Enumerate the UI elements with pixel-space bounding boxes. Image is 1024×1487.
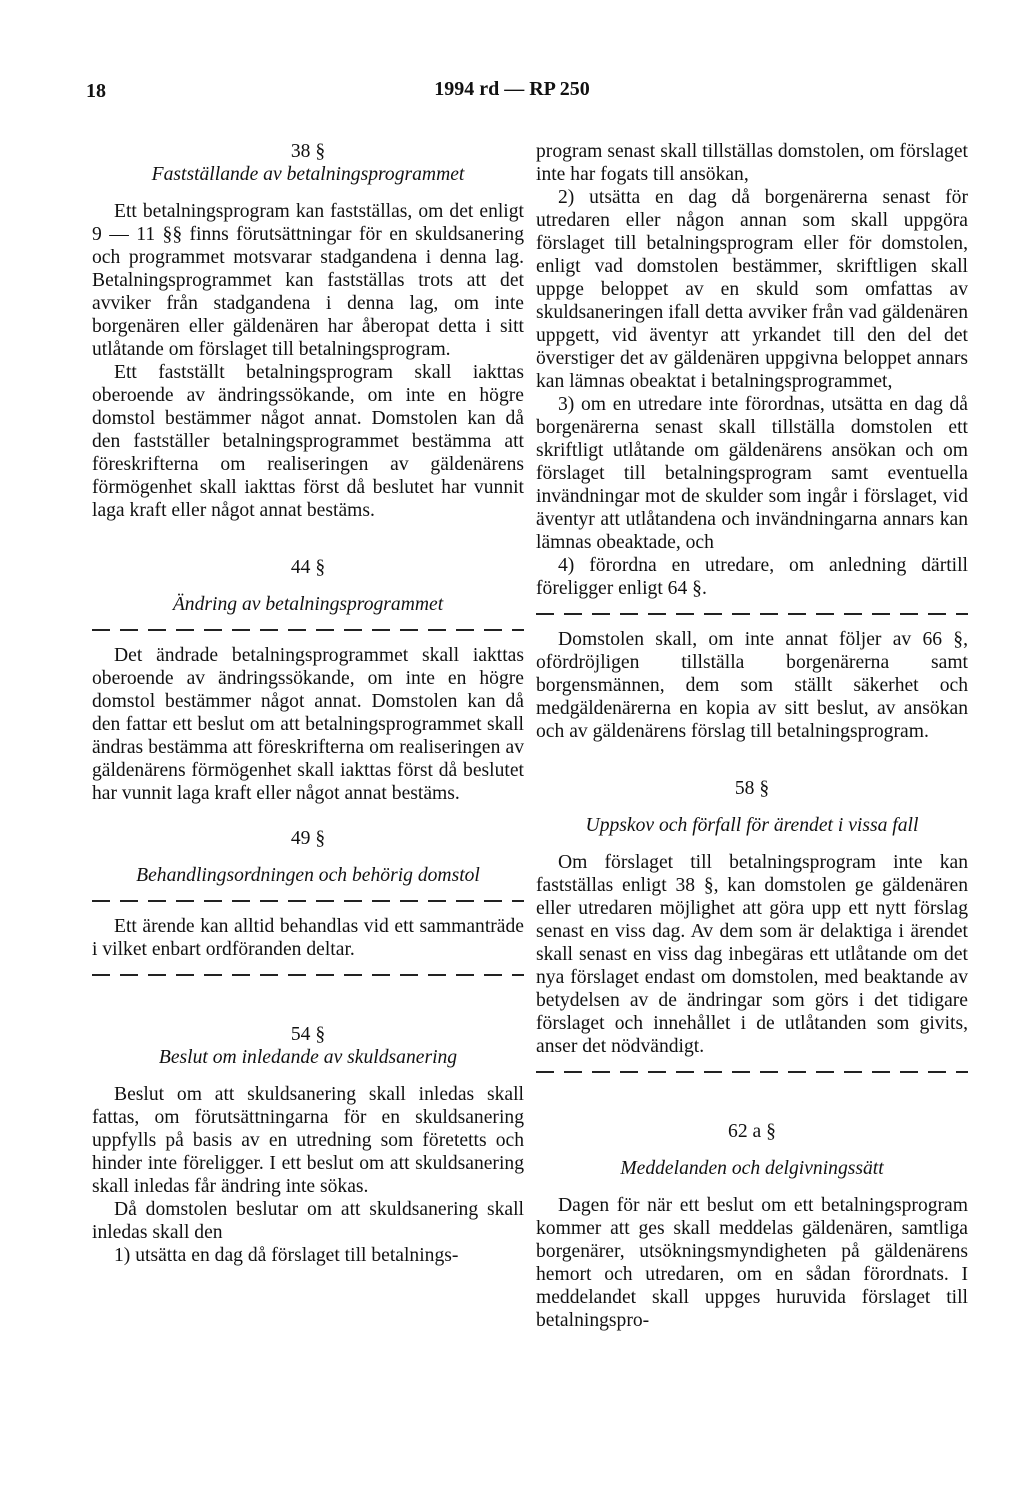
section-title-58: Uppskov och förfall för ärendet i vissa fall	[585, 815, 919, 836]
section-62a-paragraph-1: Dagen för när ett beslut om ett betalningsprogram kommer att ges skall meddelas gäldenären, samtliga borgenärer, utsökningsmyndigheten på gäldenärens hemort och utredaren, om en sådan förordnats. I meddelandet skall uppges huruvida förslaget till betalningspro-	[536, 1195, 968, 1331]
section-title-44: Ändring av betalningsprogrammet	[172, 594, 444, 615]
section-number-44: 44 §	[290, 557, 326, 578]
section-number-49: 49 §	[290, 828, 326, 849]
section-title-38: Fastställande av betalningsprogrammet	[151, 164, 465, 185]
section-number-38: 38 §	[290, 141, 326, 162]
omission-dashes	[92, 893, 524, 907]
section-number-62a: 62 a §	[728, 1121, 776, 1142]
section-54-item-1-start: 1) utsätta en dag då förslaget till betalnings-	[114, 1245, 459, 1266]
item-4: 4) förordna en utredare, om anledning därtill föreligger enligt 64 §.	[536, 555, 968, 599]
section-58-paragraph-1: Om förslaget till betalningsprogram inte kan fastställas enligt 38 §, kan domstolen ge gäldenären eller utredaren möjlighet att göra upp ett nytt förslag senast en viss dag. Av dem som är delaktiga i ärendet skall senast en viss dag inbegäras ett utlåtande om det nya förslaget endast om domstolen, med beaktande av betydelsen av de ändringar som görs i det tidigare förslaget och innehållet i de utlåtanden som givits, anser det nödvändigt.	[536, 852, 968, 1057]
section-38-paragraph-2: Ett fastställt betalningsprogram skall iakttas oberoende av ändringssökande, om inte en högre domstol bestämmer något annat. Domstolen kan då den fastställer betalningsprogrammet bestämma att föreskrifterna om realiseringen av gäldenärens förmögenhet skall iakttas först då beslutet har vunnit laga kraft eller något annat bestäms.	[92, 362, 524, 521]
section-title-54: Beslut om inledande av skuldsanering	[158, 1047, 458, 1068]
paragraph-after-items: Domstolen skall, om inte annat följer av 66 §, ofördröjligen tillställa borgenärerna samt borgensmännen, dem som ställt säkerhet och medgäldenärerna en kopia av sitt beslut, av ansökan och av gäldenärens förslag till betalningsprogram.	[536, 629, 968, 742]
section-number-54: 54 §	[290, 1024, 326, 1045]
left-column	[92, 140, 524, 1267]
omission-dashes	[536, 606, 968, 620]
section-49-paragraph-1: Ett ärende kan alltid behandlas vid ett sammanträde i vilket enbart ordföranden deltar.	[92, 916, 524, 960]
right-column	[536, 140, 968, 1332]
item-3: 3) om en utredare inte förordnas, utsätta en dag då borgenärerna senast skall tillställa domstolen ett skriftligt utlåtande om gäldenärens ansökan och om förslaget till betalningsprogram samt eventuella invändningar mot de skulder som ingår i förslaget, vid äventyr att utlåtandena och invändningarna annars kan lämnas obeaktade, och	[536, 394, 968, 553]
section-number-58: 58 §	[734, 778, 770, 799]
page-number: 18	[86, 80, 106, 102]
section-44-paragraph-1: Det ändrade betalningsprogrammet skall iakttas oberoende av ändringssökande, om inte en högre domstol bestämmer något annat. Domstolen kan då den fattar ett beslut om att betalningsprogrammet skall ändras bestämma att föreskrifterna om realiseringen av gäldenärens förmögenhet skall iakttas först då beslutet har vunnit laga kraft eller något annat bestäms.	[92, 645, 524, 804]
section-54-paragraph-2: Då domstolen beslutar om att skuldsanering skall inledas skall den	[92, 1199, 524, 1243]
omission-dashes	[92, 622, 524, 636]
running-header: 1994 rd — RP 250	[434, 78, 590, 100]
section-54-paragraph-1: Beslut om att skuldsanering skall inledas skall fattas, om förutsättningarna för en skuldsanering uppfylls på basis av en utredning som företetts och hinder inte föreligger. I ett beslut om att skuldsanering skall inledas får ändring inte sökas.	[92, 1084, 524, 1197]
omission-dashes	[536, 1064, 968, 1078]
section-title-49: Behandlingsordningen och behörig domstol	[136, 865, 480, 886]
omission-dashes	[92, 967, 524, 981]
item-1-continued: program senast skall tillställas domstolen, om förslaget inte har fogats till ansökan,	[536, 141, 968, 185]
section-38-paragraph-1: Ett betalningsprogram kan fastställas, om det enligt 9 — 11 §§ finns förutsättningar för en skuldsanering och programmet motsvarar stadgandena i denna lag. Betalningsprogrammet kan fastställas trots att det avviker från stadgandena i denna lag, om inte borgenären eller gäldenären har åberopat detta i sitt utlåtande om förslaget till betalningsprogram.	[92, 201, 524, 360]
section-title-62a: Meddelanden och delgivningssätt	[620, 1158, 884, 1179]
item-2: 2) utsätta en dag då borgenärerna senast för utredaren eller någon annan som skall uppgöra förslaget till betalningsprogram eller för domstolen, enligt vad domstolen bestämmer, skriftligen skall uppge beloppet av en skuld som omfattas av skuldsaneringen ifall detta avviker från vad gäldenären uppgett, vid äventyr att yrkandet till den del det överstiger det av gäldenären uppgivna beloppet annars kan lämnas obeaktat i betalningsprogrammet,	[536, 187, 968, 392]
